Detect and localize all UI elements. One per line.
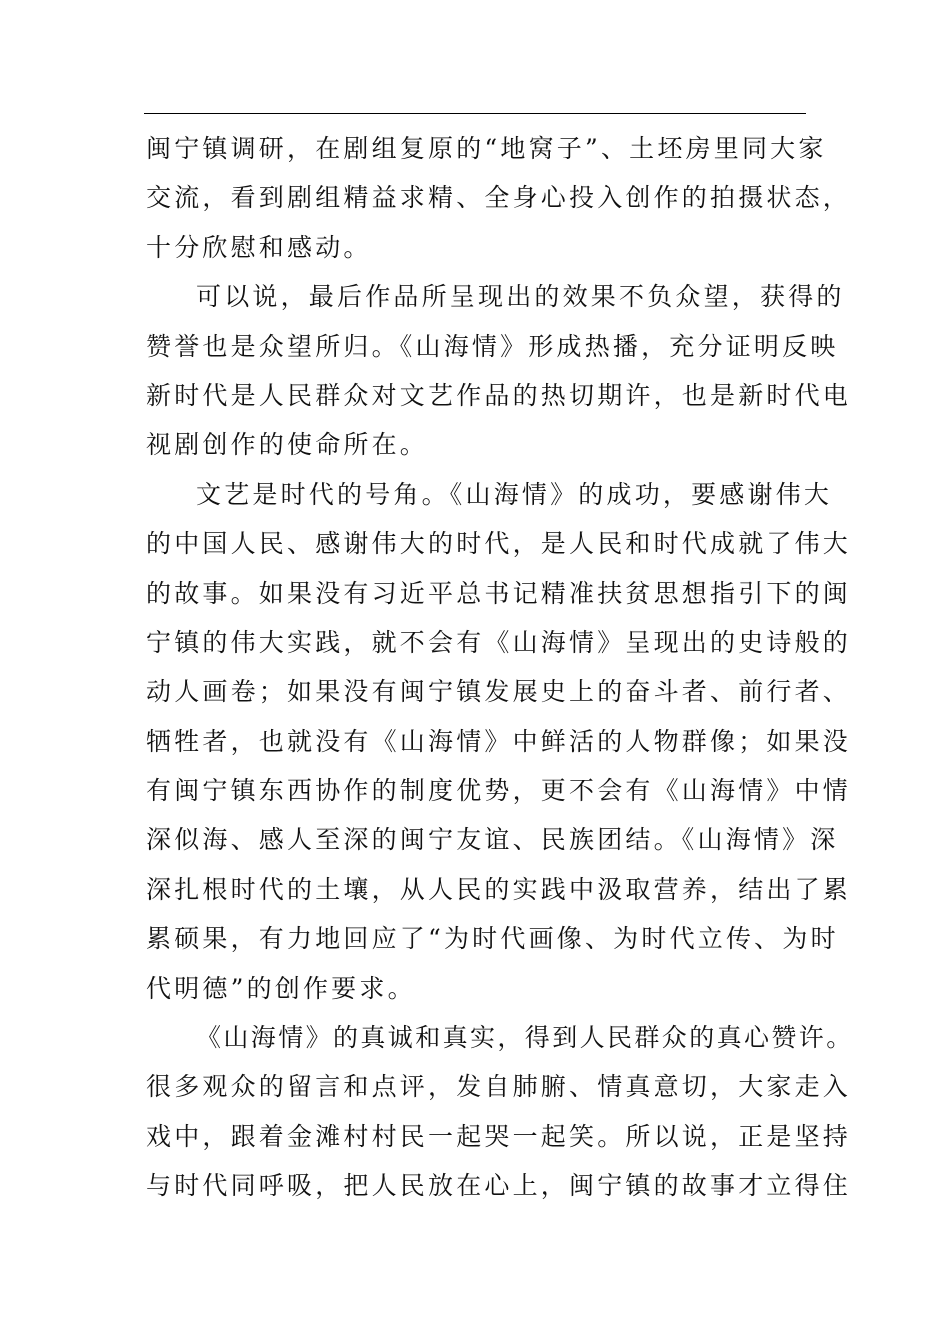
text-line: 赞誉也是众望所归。《山海情》形成热播，充分证明反映 [146, 331, 839, 361]
header-rule [144, 113, 806, 114]
text-line: 闽宁镇调研，在剧组复原的“地窝子”、土坯房里同大家 [146, 134, 827, 163]
paragraph-start-line: 可以说，最后作品所呈现出的效果不负众望，获得的 [196, 282, 845, 312]
text-line: 新时代是人民群众对文艺作品的热切期许，也是新时代电 [146, 380, 852, 410]
text-line: 的故事。如果没有习近平总书记精准扶贫思想指引下的闽 [146, 578, 852, 608]
text-line: 深扎根时代的土壤，从人民的实践中汲取营养，结出了累 [146, 874, 852, 904]
text-line: 的中国人民、感谢伟大的时代，是人民和时代成就了伟大 [146, 529, 852, 559]
text-line: 代明德”的创作要求。 [146, 973, 416, 1003]
text-line: 戏中，跟着金滩村村民一起哭一起笑。所以说，正是坚持 [146, 1121, 852, 1151]
paragraph-start-line: 《山海情》的真诚和真实，得到人民群众的真心赞许。 [196, 1023, 854, 1053]
text-line: 与时代同呼吸，把人民放在心上，闽宁镇的故事才立得住 [146, 1171, 852, 1201]
text-line: 宁镇的伟大实践，就不会有《山海情》呈现出的史诗般的 [146, 627, 852, 657]
text-line: 深似海、感人至深的闽宁友谊、民族团结。《山海情》深 [146, 825, 839, 855]
text-line: 有闽宁镇东西协作的制度优势，更不会有《山海情》中情 [146, 776, 852, 806]
text-line: 十分欣慰和感动。 [146, 232, 372, 262]
paragraph-start-line: 文艺是时代的号角。《山海情》的成功，要感谢伟大 [196, 479, 833, 509]
text-line: 牺牲者，也就没有《山海情》中鲜活的人物群像；如果没 [146, 726, 852, 756]
text-line: 视剧创作的使命所在。 [146, 430, 429, 460]
text-line: 累硕果，有力地回应了“为时代画像、为时代立传、为时 [146, 924, 839, 954]
text-line: 很多观众的留言和点评，发自肺腑、情真意切，大家走入 [146, 1072, 852, 1102]
text-line: 动人画卷；如果没有闽宁镇发展史上的奋斗者、前行者、 [146, 677, 852, 707]
body-text [146, 124, 854, 1211]
text-line: 交流，看到剧组精益求精、全身心投入创作的拍摄状态， [146, 183, 852, 213]
